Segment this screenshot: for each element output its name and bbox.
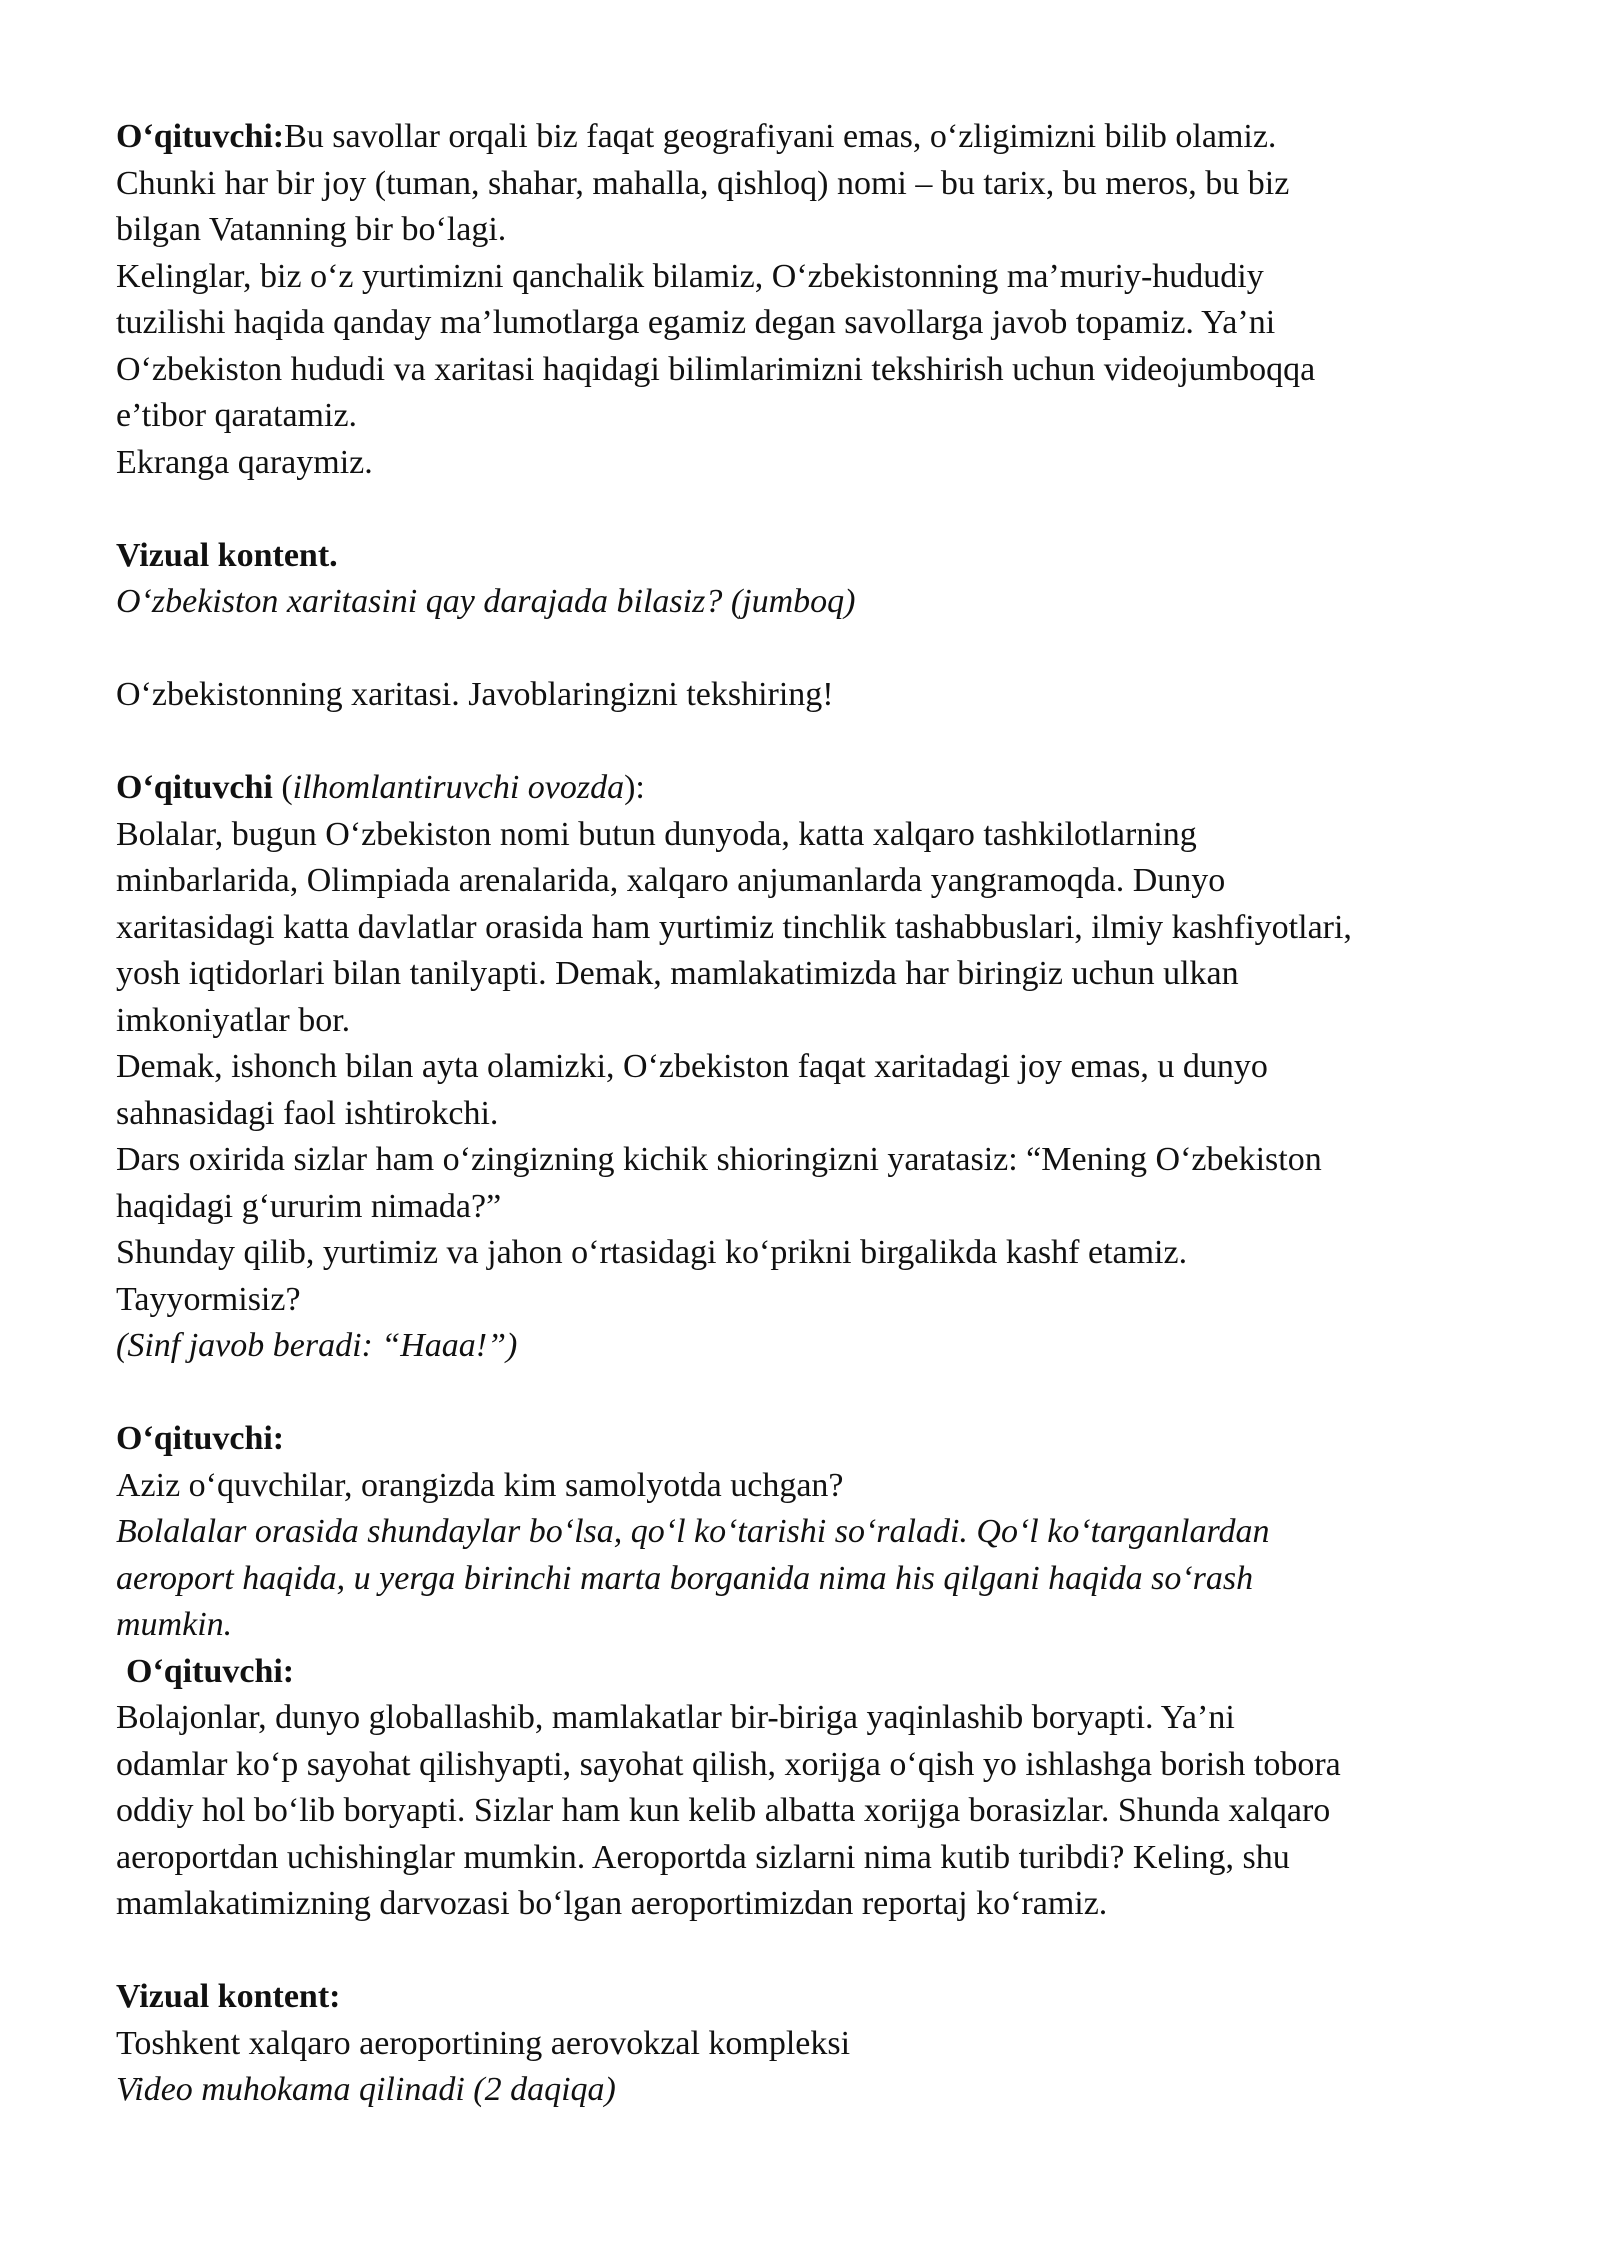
- speech-text: aeroportdan uchishinglar mumkin. Aeroportda sizlarni nima kutib turibdi? Keling, shu: [116, 1838, 1290, 1876]
- paren-open: (: [272, 769, 293, 806]
- speech-text: bilgan Vatanning bir bo‘lagi.: [116, 211, 507, 248]
- document-body: [116, 114, 1516, 2114]
- spacer: [116, 1928, 1516, 1975]
- spacer: [116, 486, 1516, 533]
- speech-text: Bolalar, bugun O‘zbekiston nomi butun dunyoda, katta xalqaro tashkilotlarning: [116, 815, 1197, 853]
- speech-text: minbarlarida, Olimpiada arenalarida, xalqaro anjumanlarda yangramoqda. Dunyo: [116, 862, 1226, 899]
- speech-text: yosh iqtidorlari bilan tanilyapti. Demak, mamlakatimizda har biringiz uchun ulkan: [116, 955, 1239, 992]
- speaker-label: O‘qituvchi: [116, 769, 273, 806]
- spacer: [116, 626, 1516, 673]
- speaker-label: O‘qituvchi:: [116, 1420, 285, 1457]
- speech-text: oddiy hol bo‘lib boryapti. Sizlar ham kun kelib albatta xorijga borasizlar. Shunda xalqaro: [116, 1792, 1331, 1829]
- paren-close: ):: [624, 769, 645, 806]
- speech-text: imkoniyatlar bor.: [116, 1001, 351, 1039]
- speech-text: O‘zbekiston hududi va xaritasi haqidagi bilimlarimizni tekshirish uchun videojumboqqa: [116, 350, 1316, 388]
- italic-note: mumkin.: [116, 1606, 233, 1643]
- speech-text: Kelinglar, biz o‘z yurtimizni qanchalik bilamiz, O‘zbekistonning ma’muriy-hududiy: [116, 257, 1264, 295]
- speech-text: tuzilishi haqida qanday ma’lumotlarga egamiz degan savollarga javob topamiz. Ya’ni: [116, 304, 1276, 341]
- speech-text: Bu savollar orqali biz faqat geografiyani emas, o‘zligimizni bilib olamiz.: [284, 118, 1277, 155]
- italic-note: Video muhokama qilinadi (2 daqiqa): [116, 2071, 616, 2108]
- italic-note: O‘zbekiston xaritasini qay darajada bilasiz? (jumboq): [116, 583, 856, 620]
- speech-text: haqidagi g‘ururim nimada?”: [116, 1187, 502, 1225]
- speech-text: Demak, ishonch bilan ayta olamizki, O‘zbekiston faqat xaritadagi joy emas, u dunyo: [116, 1048, 1268, 1085]
- section-heading: Vizual kontent:: [116, 1978, 341, 2015]
- speech-text: Tayyormisiz?: [116, 1280, 301, 1318]
- speech-text: odamlar ko‘p sayohat qilishyapti, sayohat qilish, xorijga o‘qish yo ishlashga borish tobora: [116, 1745, 1341, 1783]
- speech-text: mamlakatimizning darvozasi bo‘lgan aeroportimizdan reportaj ko‘ramiz.: [116, 1885, 1108, 1922]
- stage-direction: ilhomlantiruvchi ovozda: [292, 769, 625, 806]
- speaker-label: O‘qituvchi:: [126, 1652, 295, 1690]
- speech-text: sahnasidagi faol ishtirokchi.: [116, 1094, 499, 1132]
- speaker-line: [116, 765, 1516, 812]
- paragraph-line: [116, 114, 1516, 161]
- speech-text: xaritasidagi katta davlatlar orasida ham yurtimiz tinchlik tashabbuslari, ilmiy kashfiyotlari,: [116, 908, 1352, 946]
- italic-note: aeroport haqida, u yerga birinchi marta borganida nima his qilgani haqida so‘rash: [116, 1559, 1254, 1597]
- speech-text: Aziz o‘quvchilar, orangizda kim samolyotda uchgan?: [116, 1466, 844, 1504]
- spacer: [116, 1370, 1516, 1417]
- paragraph-line: Toshkent xalqaro aeroportining aerovokzal kompleksi: [116, 2024, 851, 2062]
- section-heading: Vizual kontent.: [116, 536, 338, 574]
- italic-note: (Sinf javob beradi: “Haaa!”): [116, 1327, 518, 1364]
- speech-text: Dars oxirida sizlar ham o‘zingizning kichik shioringizni yaratasiz: “Mening O‘zbekiston: [116, 1141, 1322, 1178]
- spacer: [116, 719, 1516, 766]
- italic-note: Bolalalar orasida shundaylar bo‘lsa, qo‘l ko‘tarishi so‘raladi. Qo‘l ko‘targanlardan: [116, 1513, 1270, 1550]
- speech-text: Bolajonlar, dunyo globallashib, mamlakatlar bir-biriga yaqinlashib boryapti. Ya’ni: [116, 1699, 1235, 1736]
- speaker-label: O‘qituvchi:: [116, 118, 285, 155]
- speech-text: Chunki har bir joy (tuman, shahar, mahalla, qishloq) nomi – bu tarix, bu meros, bu biz: [116, 164, 1290, 202]
- speech-text: Shunday qilib, yurtimiz va jahon o‘rtasidagi ko‘prikni birgalikda kashf etamiz.: [116, 1234, 1188, 1271]
- paragraph-line: O‘zbekistonning xaritasi. Javoblaringizni tekshiring!: [116, 676, 834, 713]
- speech-text: e’tibor qaratamiz.: [116, 397, 358, 434]
- speech-text: Ekranga qaraymiz.: [116, 443, 373, 481]
